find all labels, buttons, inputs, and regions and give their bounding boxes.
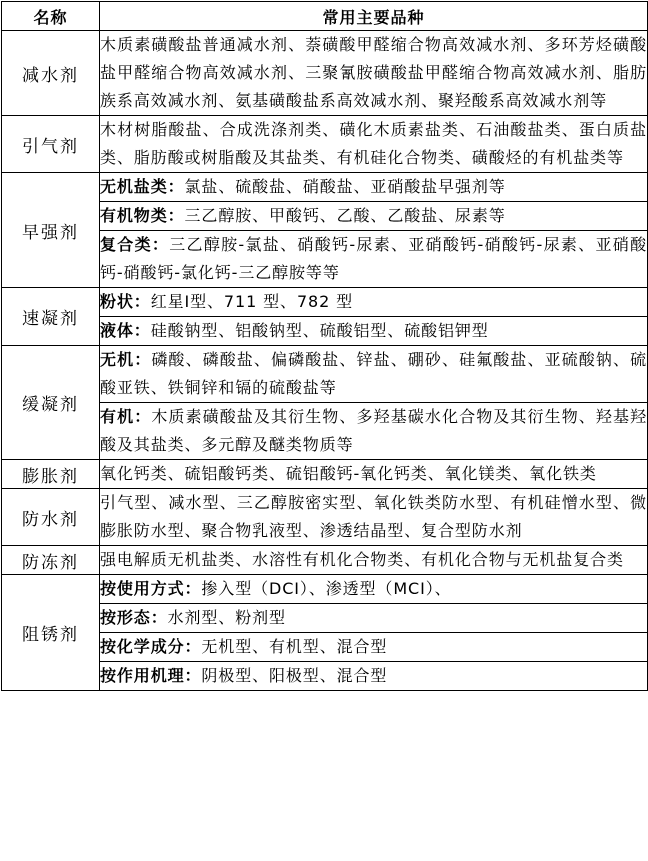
admixture-table (1, 1, 648, 691)
row-desc (100, 662, 648, 691)
desc-text: 无机型、有机型、混合型 (201, 637, 388, 656)
desc-label: 按使用方式： (100, 579, 202, 598)
desc-text: 水剂型、粉剂型 (167, 608, 286, 627)
desc-text: 三乙醇胺、甲酸钙、乙酸、乙酸盐、尿素等 (184, 206, 506, 225)
row-desc (100, 317, 648, 346)
table-row (2, 31, 648, 116)
table-row (2, 546, 648, 575)
desc-text: 掺入型（DCI）、渗透型（MCI）、 (201, 579, 452, 598)
desc-text: 三乙醇胺-氯盐、硝酸钙-尿素、亚硝酸钙-硝酸钙-尿素、亚硝酸钙-硝酸钙-氯化钙-三乙醇胺等等 (100, 235, 647, 282)
row-desc (100, 202, 648, 231)
row-desc (100, 403, 648, 460)
desc-label: 无机： (100, 350, 152, 369)
row-name: 防冻剂 (2, 546, 100, 575)
desc-text: 磷酸、磷酸盐、偏磷酸盐、锌盐、硼砂、硅氟酸盐、亚硫酸钠、硫酸亚铁、铁铜锌和镉的硫酸盐等 (100, 350, 648, 397)
desc-label: 液体： (100, 321, 151, 340)
table-row (2, 288, 648, 317)
table-row (2, 173, 648, 202)
row-name: 膨胀剂 (2, 460, 100, 489)
row-name: 引气剂 (2, 116, 100, 173)
desc-text: 红星Ⅰ型、711 型、782 型 (150, 292, 354, 311)
row-desc (100, 173, 648, 202)
desc-label: 按作用机理： (100, 666, 202, 685)
header-row (2, 2, 648, 31)
header-varieties: 常用主要品种 (100, 2, 648, 31)
row-desc (100, 633, 648, 662)
desc-label: 复合类： (100, 235, 170, 254)
desc-text: 引气型、减水型、三乙醇胺密实型、氧化铁类防水型、有机硅憎水型、微膨胀防水型、聚合物乳液型、渗透结晶型、复合型防水剂 (100, 493, 647, 540)
table-row (2, 489, 648, 546)
table-row (2, 346, 648, 403)
row-name: 速凝剂 (2, 288, 100, 346)
row-name: 早强剂 (2, 173, 100, 288)
row-name: 缓凝剂 (2, 346, 100, 460)
row-desc (100, 575, 648, 604)
desc-text: 木材树脂酸盐、合成洗涤剂类、磺化木质素盐类、石油酸盐类、蛋白质盐类、脂肪酸或树脂酸及其盐类、有机硅化合物类、磺酸烃的有机盐类等 (100, 120, 647, 167)
row-name: 防水剂 (2, 489, 100, 546)
desc-text: 氧化钙类、硫铝酸钙类、硫铝酸钙-氧化钙类、氧化镁类、氧化铁类 (100, 464, 597, 483)
desc-label: 按化学成分： (100, 637, 202, 656)
row-desc (100, 231, 648, 288)
table-row (2, 460, 648, 489)
desc-label: 粉状： (100, 292, 151, 311)
table-row (2, 575, 648, 604)
row-desc (100, 31, 648, 116)
row-desc (100, 546, 648, 575)
row-desc (100, 460, 648, 489)
desc-label: 无机盐类： (100, 177, 185, 196)
table-row (2, 116, 648, 173)
desc-label: 按形态： (100, 608, 168, 627)
row-desc (100, 604, 648, 633)
desc-text: 氯盐、硫酸盐、硝酸盐、亚硝酸盐早强剂等 (184, 177, 506, 196)
desc-label: 有机： (100, 407, 152, 426)
desc-text: 木质素磺酸盐普通减水剂、萘磺酸甲醛缩合物高效减水剂、多环芳烃磺酸盐甲醛缩合物高效减水剂、三聚氰胺磺酸盐甲醛缩合物高效减水剂、脂肪族系高效减水剂、氨基磺酸盐系高效减水剂、聚羟酸系高效减水剂等 (100, 35, 647, 110)
row-desc (100, 346, 648, 403)
desc-text: 硅酸钠型、铝酸钠型、硫酸铝型、硫酸铝钾型 (150, 321, 489, 340)
row-name: 减水剂 (2, 31, 100, 116)
desc-text: 强电解质无机盐类、水溶性有机化合物类、有机化合物与无机盐复合类 (100, 550, 624, 569)
row-name: 阻锈剂 (2, 575, 100, 691)
desc-text: 木质素磺酸盐及其衍生物、多羟基碳水化合物及其衍生物、羟基羟酸及其盐类、多元醇及醚类物质等 (100, 407, 648, 454)
desc-label: 有机物类： (100, 206, 185, 225)
row-desc (100, 116, 648, 173)
row-desc (100, 288, 648, 317)
row-desc (100, 489, 648, 546)
header-name: 名称 (2, 2, 100, 31)
desc-text: 阴极型、阳极型、混合型 (201, 666, 388, 685)
